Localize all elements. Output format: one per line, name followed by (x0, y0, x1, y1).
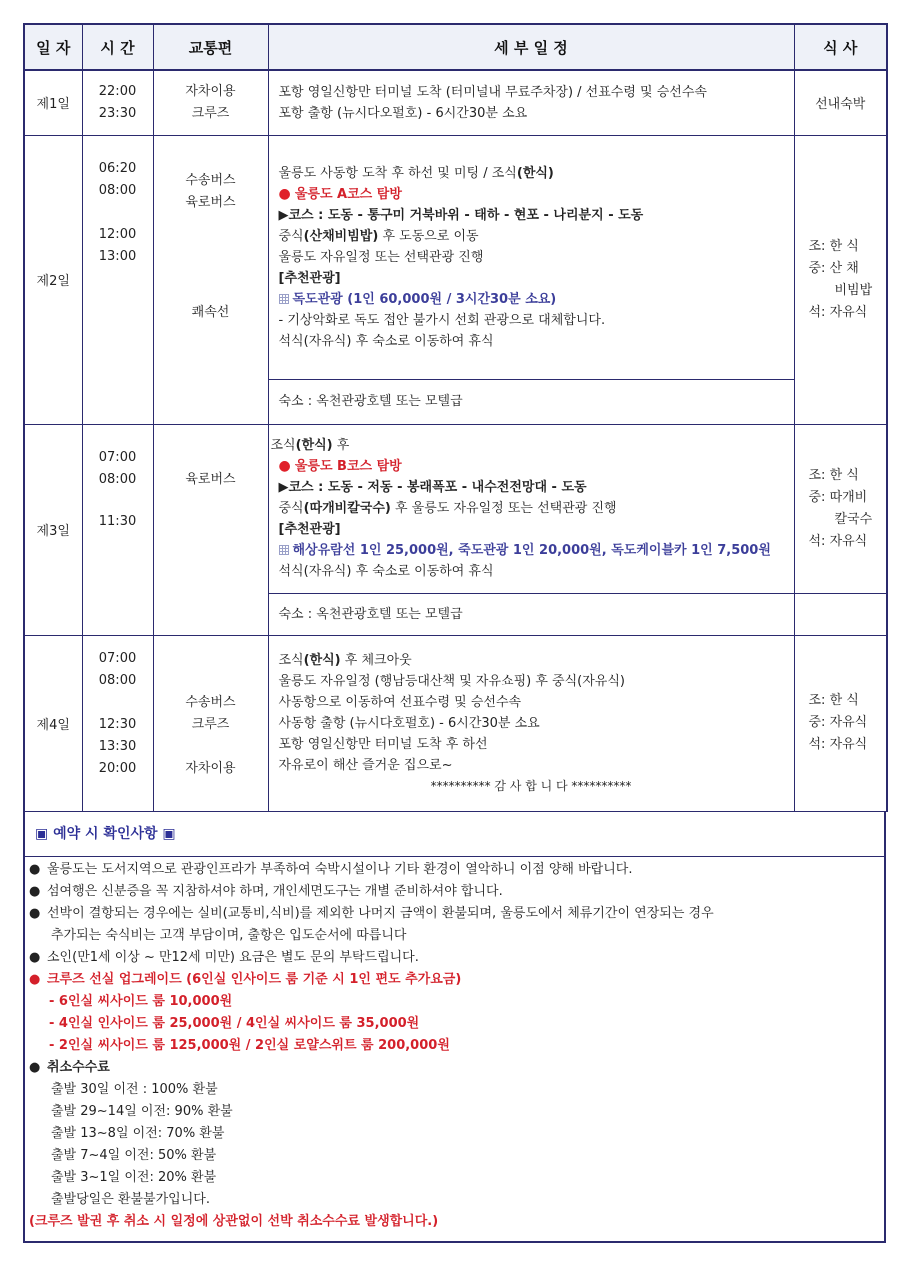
day4-row (24, 635, 887, 811)
detail-line: 자유로이 해산 즐거운 집으로~ (278, 757, 453, 773)
day2-times (82, 135, 153, 424)
day3-label: 제3일 (24, 424, 82, 635)
detail-line: 조식(한식) 후 체크아웃 (278, 652, 412, 668)
detail-line: 포항 영일신항만 터미널 도착 후 하선 (278, 736, 488, 752)
day4-details (268, 635, 794, 811)
day1-label: 제1일 (24, 70, 82, 135)
day1-meal: 선내숙박 (794, 70, 887, 135)
detail-line: 석식(자유식) 후 숙소로 이동하여 휴식 (278, 333, 494, 349)
notice-item: - 6인실 씨사이드 룸 10,000원 (49, 993, 233, 1009)
meal-line: 석: 자유식 (808, 304, 868, 320)
day3-row (24, 424, 887, 593)
notice-item: ● 선박이 결항되는 경우에는 실비(교통비,식비)를 제외한 나머지 금액이 환불되며, 울릉도에서 체류기간이 연장되는 경우 (29, 905, 714, 921)
detail-line: ▶코스 : 도동 - 저동 - 봉래폭포 - 내수전전망대 - 도동 (278, 480, 587, 495)
time: 08:00 (98, 672, 137, 688)
day4-label: 제4일 (24, 635, 82, 811)
day1-transport (153, 70, 268, 135)
day2-label: 제2일 (24, 135, 82, 424)
day4-transport (153, 635, 268, 811)
detail-line: 해상유람선 1인 25,000원, 죽도관광 1인 20,000원, 독도케이블카 1인 7,500원 (271, 540, 784, 561)
detail-line: 독도관광 (1인 60,000원 / 3시간30분 소요) (279, 289, 784, 310)
cancel-fee-item: 출발 30일 이전 : 100% 환불 (51, 1081, 218, 1097)
transport: 수송버스 (185, 694, 236, 710)
detail-line: 사동항 출항 (뉴시다호펄호) - 6시간30분 소요 (278, 715, 540, 731)
detail-line: 사동항으로 이동하여 선표수령 및 승선수속 (278, 694, 522, 710)
detail-line: 조식(한식) 후 (270, 438, 350, 453)
notice-item: ● 크루즈 선실 업그레이드 (6인실 인사이드 룸 기준 시 1인 편도 추가요금) (29, 971, 462, 987)
day3-details (268, 424, 794, 593)
red-dot-icon: ● (278, 458, 291, 474)
day2-lodging: 숙소 : 옥천관광호텔 또는 모텔급 (268, 379, 794, 424)
notice-item: - 4인실 인사이드 룸 25,000원 / 4인실 씨사이드 룸 35,000원 (49, 1015, 420, 1031)
notice-item: 추가되는 숙식비는 고객 부담이며, 출항은 입도순서에 따릅니다 (51, 927, 407, 943)
day3-times (82, 424, 153, 635)
grid-icon (279, 294, 289, 304)
meal-line: 석: 자유식 (808, 533, 868, 549)
meal-line: 조: 한 식 (808, 693, 859, 708)
detail-line: 울릉도 사동항 도착 후 하선 및 미팅 / 조식(한식) (278, 165, 554, 181)
meal-line: 칼국수 (834, 511, 873, 527)
time: 08:00 (98, 182, 137, 198)
cancel-fee-item: 출발 13~8일 이전: 70% 환불 (51, 1125, 225, 1141)
detail-line: 포항 출항 (뉴시다오펄호) - 6시간30분 소요 (278, 105, 528, 121)
notice-title: ▣ 예약 시 확인사항 ▣ (25, 812, 884, 857)
time: 12:00 (98, 226, 137, 242)
detail-line: 포항 영일신항만 터미널 도착 (터미널내 무료주차장) / 선표수령 및 승선수속 (278, 84, 707, 100)
time: 13:00 (98, 248, 137, 264)
meal-line: 중: 따개비 (808, 489, 868, 505)
day3-meal (794, 424, 887, 593)
day3-transport: 육로버스 (153, 424, 268, 635)
notice-item: ● 울릉도는 도서지역으로 관광인프라가 부족하여 숙박시설이나 기타 환경이 열악하니 이점 양해 바랍니다. (29, 861, 633, 877)
day3-lodging: 숙소 : 옥천관광호텔 또는 모텔급 (268, 593, 794, 635)
header-schedule: 세 부 일 정 (268, 24, 794, 70)
time: 23:30 (98, 105, 137, 121)
time: 11:30 (98, 513, 137, 529)
day2-meal (794, 135, 887, 424)
detail-line: ▶코스 : 도동 - 통구미 거북바위 - 태하 - 현포 - 나리분지 - 도동 (278, 207, 644, 223)
day1-details (268, 70, 794, 135)
detail-line: - 기상악화로 독도 접안 불가시 선회 관광으로 대체합니다. (278, 312, 606, 328)
detail-line: 울릉도 자유일정 (행남등대산책 및 자유쇼핑) 후 중식(자유식) (278, 673, 625, 689)
day2-details (268, 135, 794, 379)
transport: 크루즈 (191, 105, 230, 121)
transport: 자차이용 (185, 760, 236, 776)
transport: 육로버스 (185, 194, 236, 210)
day4-meal (794, 635, 887, 811)
day2-transport (153, 135, 268, 424)
meal-line: 중: 산 채 (808, 260, 859, 276)
transport: 수송버스 (185, 172, 236, 188)
cancel-fee-item: 출발 29~14일 이전: 90% 환불 (51, 1103, 233, 1119)
day2-row (24, 135, 887, 379)
detail-line: 석식(자유식) 후 숙소로 이동하여 휴식 (278, 564, 494, 579)
notice-item: ● 섬여행은 신분증을 꼭 지참하셔야 하며, 개인세면도구는 개별 준비하셔야 합니다. (29, 883, 503, 899)
detail-line: 울릉도 자유일정 또는 선택관광 진행 (278, 249, 484, 265)
transport: 자차이용 (185, 83, 236, 99)
day3-meal-empty (794, 593, 887, 635)
header-meal: 식 사 (794, 24, 887, 70)
detail-line: [추천관광] (278, 522, 341, 537)
time: 13:30 (98, 738, 137, 754)
day1-row (24, 70, 887, 135)
time: 06:20 (98, 160, 137, 176)
table-header-row (24, 24, 887, 70)
notice-body (25, 857, 884, 1241)
notice-footer: (크루즈 발권 후 취소 시 일정에 상관없이 선박 취소수수료 발생합니다.) (29, 1213, 439, 1229)
itinerary-sheet (23, 23, 886, 1243)
time: 07:00 (98, 449, 137, 465)
transport: 쾌속선 (191, 304, 230, 320)
notice-box (23, 812, 886, 1243)
meal-line: 조: 한 식 (808, 238, 859, 254)
header-time: 시 간 (82, 24, 153, 70)
time: 22:00 (98, 83, 137, 99)
meal-line: 비빔밥 (834, 282, 873, 298)
notice-item: ● 소인(만1세 이상 ~ 만12세 미만) 요금은 별도 문의 부탁드립니다. (29, 949, 419, 965)
header-transport: 교통편 (153, 24, 268, 70)
day1-times (82, 70, 153, 135)
meal-line: 중: 자유식 (808, 715, 868, 730)
meal-line: 석: 자유식 (808, 737, 868, 752)
red-dot-icon: ● (278, 185, 291, 202)
itinerary-table (23, 23, 888, 812)
cancel-fee-item: 출발 3~1일 이전: 20% 환불 (51, 1169, 217, 1185)
grid-icon (279, 545, 289, 555)
detail-line: 중식(따개비칼국수) 후 울릉도 자유일정 또는 선택관광 진행 (278, 501, 617, 516)
time: 07:00 (98, 650, 137, 666)
detail-line: [추천관광] (278, 270, 341, 286)
notice-item: ● 취소수수료 (29, 1059, 110, 1075)
cancel-fee-item: 출발 7~4일 이전: 50% 환불 (51, 1147, 217, 1163)
cancel-fee-item: 출발당일은 환불불가입니다. (51, 1191, 210, 1207)
time: 20:00 (98, 760, 137, 776)
thanks-line: ********** 감 사 합 니 다 ********** (430, 778, 632, 793)
header-day: 일 자 (24, 24, 82, 70)
time: 08:00 (98, 471, 137, 487)
transport: 크루즈 (191, 716, 230, 732)
detail-line: 중식(산채비빔밥) 후 도동으로 이동 (278, 228, 479, 244)
time: 12:30 (98, 716, 137, 732)
meal-line: 조: 한 식 (808, 467, 859, 483)
day4-times (82, 635, 153, 811)
detail-line: ● 울릉도 A코스 탐방 (278, 185, 402, 202)
notice-item: - 2인실 씨사이드 룸 125,000원 / 2인실 로얄스위트 룸 200,000원 (49, 1037, 450, 1053)
detail-line: ● 울릉도 B코스 탐방 (278, 458, 402, 474)
